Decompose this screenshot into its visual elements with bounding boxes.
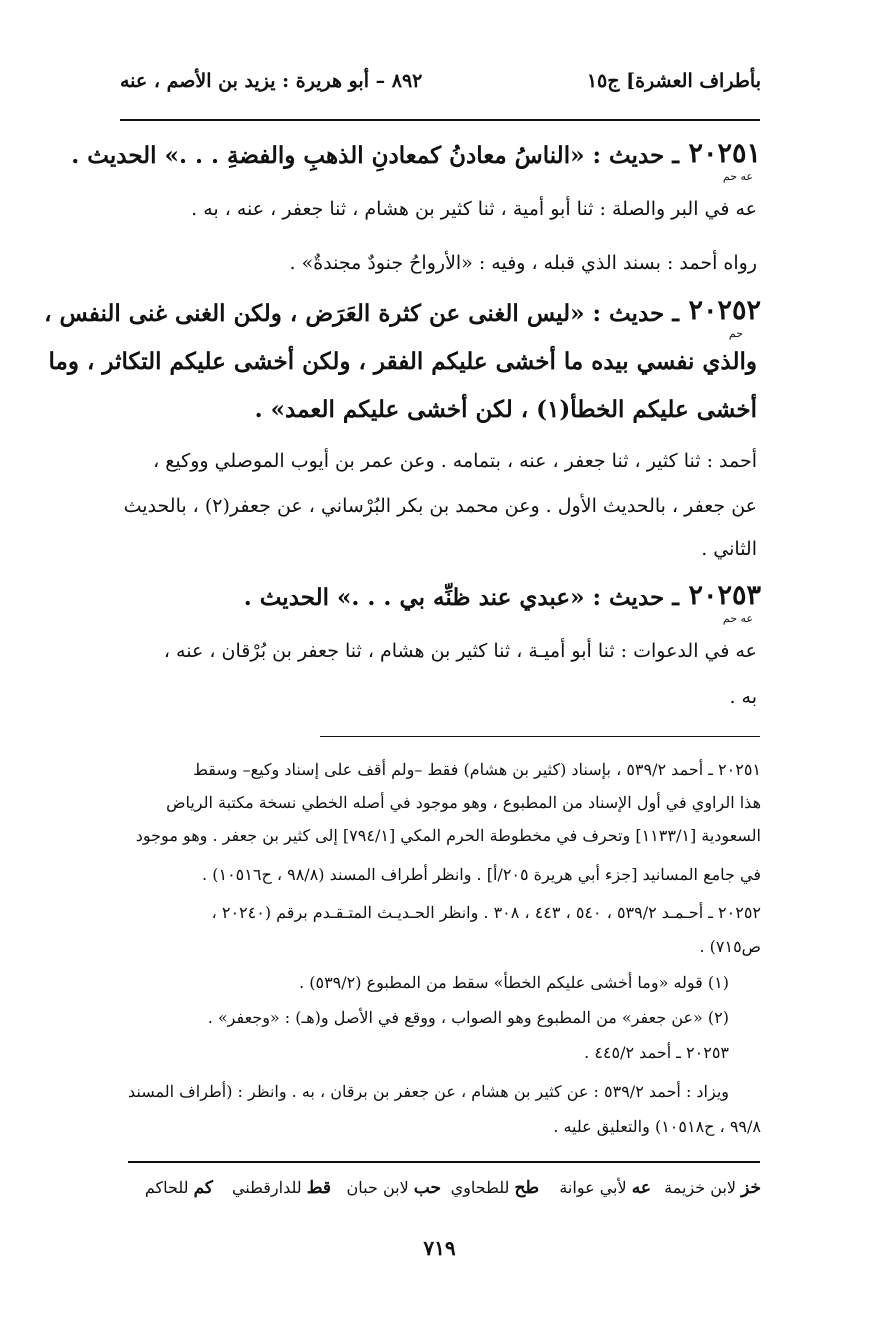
page-number: ٧١٩ [423,1236,456,1260]
hadith-number: ٢٠٢٥١ [688,138,761,169]
footnote-line: (٢) «عن جعفر» من المطبوع وهو الصواب ، ووقع في الأصل و(هـ) : «وجعفر» . [207,1008,729,1027]
source-sigla: عه حم [722,612,753,625]
header-book-title: بأطراف العشرة] ج١٥ [586,70,761,92]
footnote-line: ويزاد : أحمد ٥٣٩/٢ : عن كثير بن هشام ، عن جعفر بن برقان ، به . وانظر : (أطراف المسند [128,1082,729,1101]
hadith-number: ٢٠٢٥٢ [688,295,761,326]
footnote-line: ٢٠٢٥٢ ـ أحـمـد ٥٣٩/٢ ، ٥٤٠ ، ٤٤٣ ، ٣٠٨ . وانظر الحـديـث المتـقـدم برقم (٢٠٢٤٠ ، [211,903,761,922]
hadith-text-line: ـ حديث : «عبدي عند ظنِّه بي . . .» الحديث . [243,584,679,611]
running-header [120,70,761,100]
abbreviation-item: طح للطحاوي [450,1178,539,1198]
footnote-line: ٢٠٢٥١ ـ أحمد ٥٣٩/٢ ، بإسناد (كثير بن هشام) فقط –ولم أقف على إسناد وكيع– وسقط [193,760,761,779]
source-line: رواه أحمد : بسند الذي قبله ، وفيه : «الأرواحُ جنودٌ مجندةٌ» . [289,252,757,274]
hadith-text-line: ـ حديث : «الناسُ معادنُ كمعادنِ الذهبِ والفضةِ . . .» الحديث . [71,142,679,169]
footnote-line: ٢٠٢٥٣ ـ أحمد ٤٤٥/٢ . [584,1043,729,1062]
source-line: عن جعفر ، بالحديث الأول . وعن محمد بن بكر البُرْساني ، عن جعفر(٢) ، بالحديث [123,495,757,517]
hadith-text-line: أخشى عليكم الخطأ(١) ، لكن أخشى عليكم العمد» . [254,396,757,423]
abbreviation-item: خز لابن خزيمة [664,1178,761,1198]
hadith-number: ٢٠٢٥٣ [688,580,761,611]
source-line: أحمد : ثنا كثير ، ثنا جعفر ، عنه ، بتمامه . وعن عمر بن أيوب الموصلي ووكيع ، [153,450,757,472]
abbreviation-key [128,1178,761,1208]
source-line: الثاني . [701,538,757,560]
header-rule [120,119,760,121]
abbreviation-rule [128,1161,760,1163]
footnote-line: ص٧١٥) . [699,937,761,956]
footnote-line: هذا الراوي في أول الإسناد من المطبوع ، وهو موجود في أصله الخطي نسخة مكتبة الرياض [166,793,761,812]
abbreviation-item: كم للحاكم [144,1178,213,1198]
source-line: به . [729,686,757,708]
footnote-line: في جامع المسانيد [جزء أبي هريرة ٢٠٥/أ] . وانظر أطراف المسند (٩٨/٨ ، ح١٠٥١٦) . [202,865,761,884]
footnote-line: ٩٩/٨ ، ح١٠٥١٨) والتعليق عليه . [553,1117,761,1136]
abbreviation-item: عه لأبي عوانة [559,1178,651,1198]
header-chapter: ٨٩٢ – أبو هريرة : يزيد بن الأصم ، عنه [120,70,423,92]
hadith-text-line: والذي نفسي بيده ما أخشى عليكم الفقر ، ولكن أخشى عليكم التكاثر ، وما [48,348,757,375]
footnote-rule [320,736,760,737]
abbreviation-item: قط للدارقطني [231,1178,331,1198]
hadith-text-line: ـ حديث : «ليس الغنى عن كثرة العَرَض ، ولكن الغنى غنى النفس ، [44,300,679,327]
source-line: عه في البر والصلة : ثنا أبو أمية ، ثنا كثير بن هشام ، ثنا جعفر ، عنه ، به . [191,198,757,220]
abbreviation-item: حب لابن حبان [346,1178,441,1198]
footnote-line: (١) قوله «وما أخشى عليكم الخطأ» سقط من المطبوع (٥٣٩/٢) . [299,973,729,992]
footnote-line: السعودية [١١٣٣/١] وتحرف في مخطوطة الحرم المكي [٧٩٤/١] إلى كثير بن جعفر . وهو موجود [135,826,761,845]
source-sigla: حم [728,327,743,340]
source-sigla: عه حم [722,170,753,183]
source-line: عه في الدعوات : ثنا أبو أميـة ، ثنا كثير بن هشام ، ثنا جعفر بن بُرْقان ، عنه ، [163,640,757,662]
